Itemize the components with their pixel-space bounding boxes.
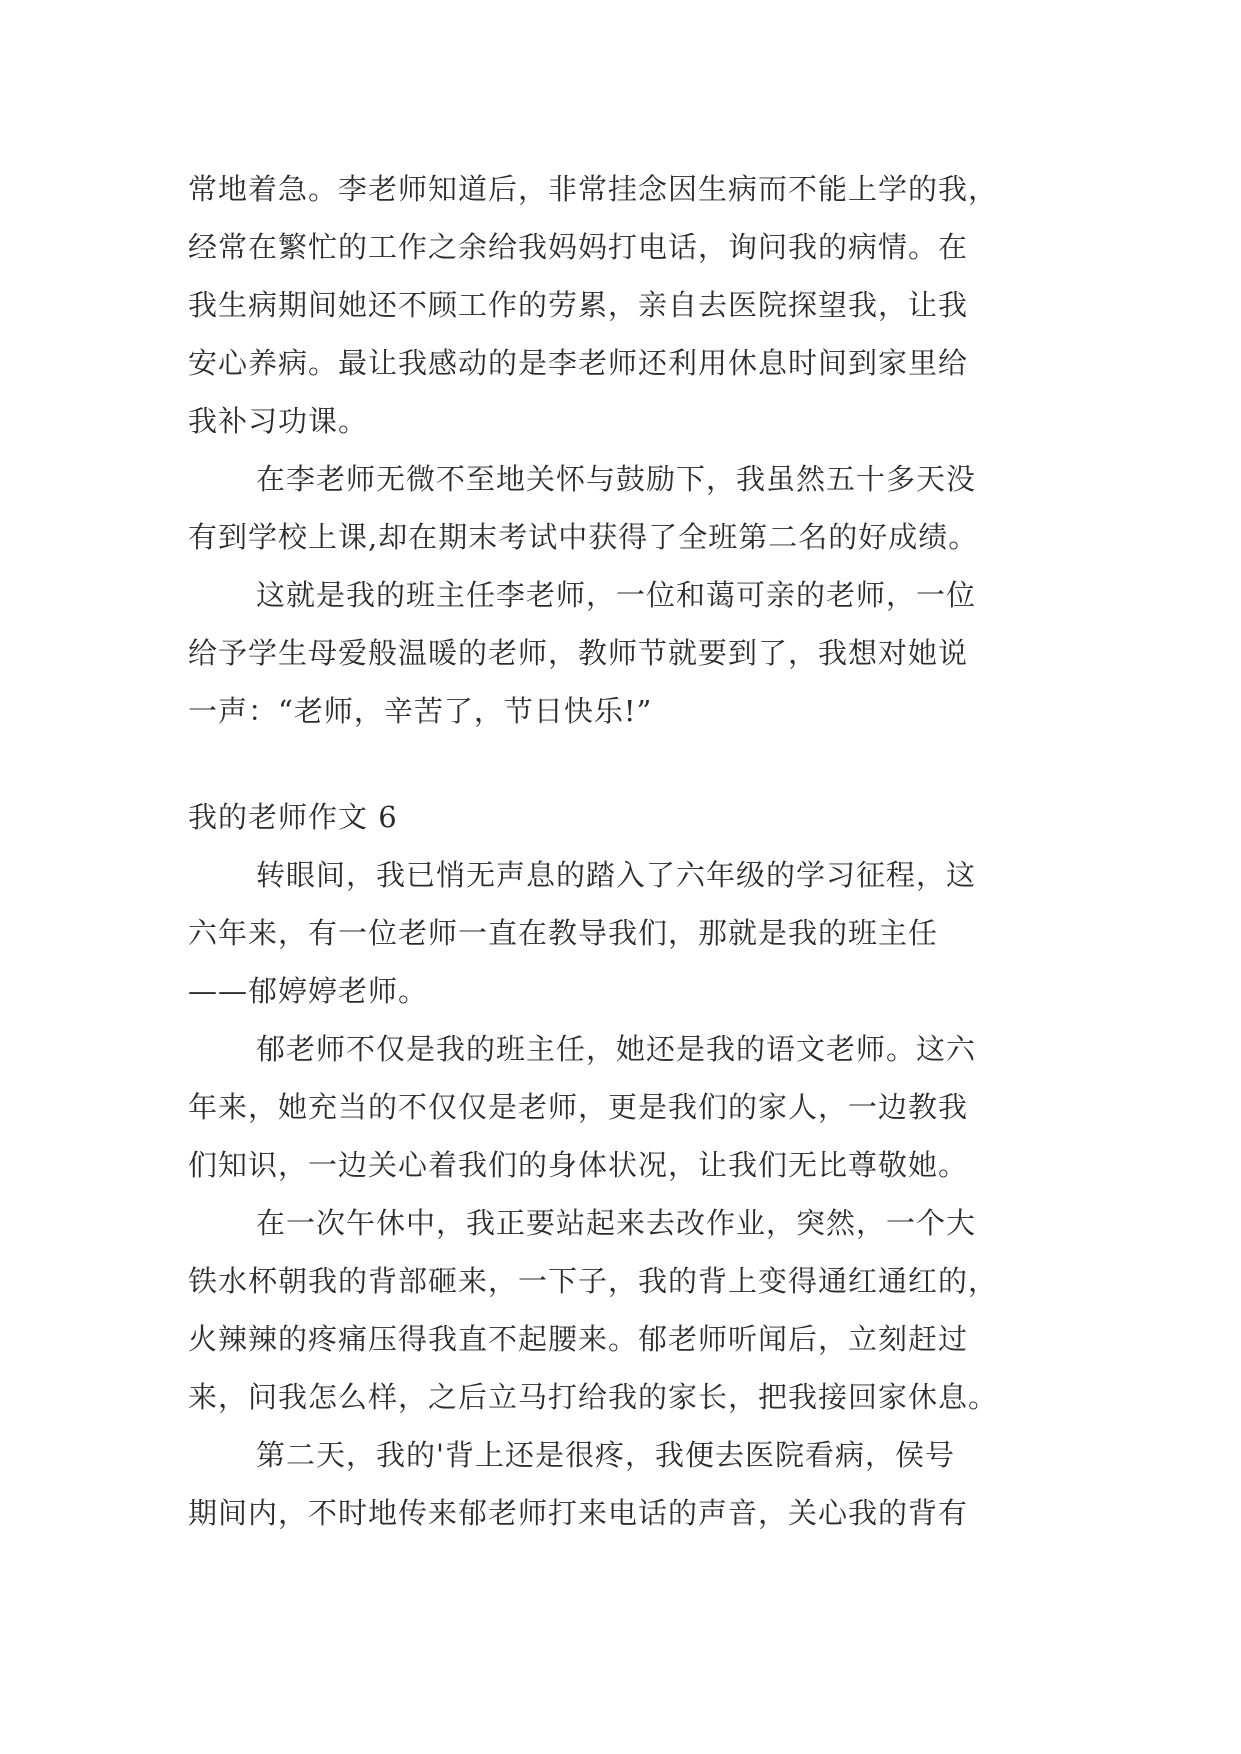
text-line: 我补习功课。 <box>188 404 369 438</box>
text-line: 安心养病。最让我感动的是李老师还利用休息时间到家里给 <box>188 346 969 380</box>
text-line: 来，问我怎么样，之后立马打给我的家长，把我接回家休息。 <box>188 1380 999 1414</box>
text-line: 有到学校上课,却在期末考试中获得了全班第二名的好成绩。 <box>188 520 979 554</box>
text-line: 铁水杯朝我的背部砸来，一下子，我的背上变得通红通红的， <box>188 1264 999 1298</box>
text-line: ——郁婷婷老师。 <box>188 974 429 1008</box>
text-line: 火辣辣的疼痛压得我直不起腰来。郁老师听闻后，立刻赶过 <box>188 1322 969 1356</box>
document-page <box>188 160 1054 1542</box>
text-line: 第二天，我的'背上还是很疼，我便去医院看病，侯号 <box>256 1438 955 1472</box>
text-line: 一声：“老师，辛苦了，节日快乐!” <box>188 694 653 728</box>
text-line: 期间内，不时地传来郁老师打来电话的声音，关心我的背有 <box>188 1496 969 1530</box>
text-line: 在李老师无微不至地关怀与鼓励下，我虽然五十多天没 <box>256 462 977 496</box>
text-line: 给予学生母爱般温暖的老师，教师节就要到了，我想对她说 <box>188 636 969 670</box>
text-line: 年来，她充当的不仅仅是老师，更是我们的家人，一边教我 <box>188 1090 969 1124</box>
text-line: 经常在繁忙的工作之余给我妈妈打电话，询问我的病情。在 <box>188 230 969 264</box>
section-heading: 我的老师作文 6 <box>188 800 398 834</box>
text-line: 在一次午休中，我正要站起来去改作业，突然，一个大 <box>256 1206 977 1240</box>
text-line: 转眼间，我已悄无声息的踏入了六年级的学习征程，这 <box>256 858 977 892</box>
text-line: 郁老师不仅是我的班主任，她还是我的语文老师。这六 <box>256 1032 977 1066</box>
text-line: 们知识，一边关心着我们的身体状况，让我们无比尊敬她。 <box>188 1148 969 1182</box>
text-line: 六年来，有一位老师一直在教导我们，那就是我的班主任 <box>188 916 939 950</box>
text-line: 常地着急。李老师知道后，非常挂念因生病而不能上学的我， <box>188 172 999 206</box>
text-line: 这就是我的班主任李老师，一位和蔼可亲的老师，一位 <box>256 578 977 612</box>
text-line: 我生病期间她还不顾工作的劳累，亲自去医院探望我，让我 <box>188 288 969 322</box>
